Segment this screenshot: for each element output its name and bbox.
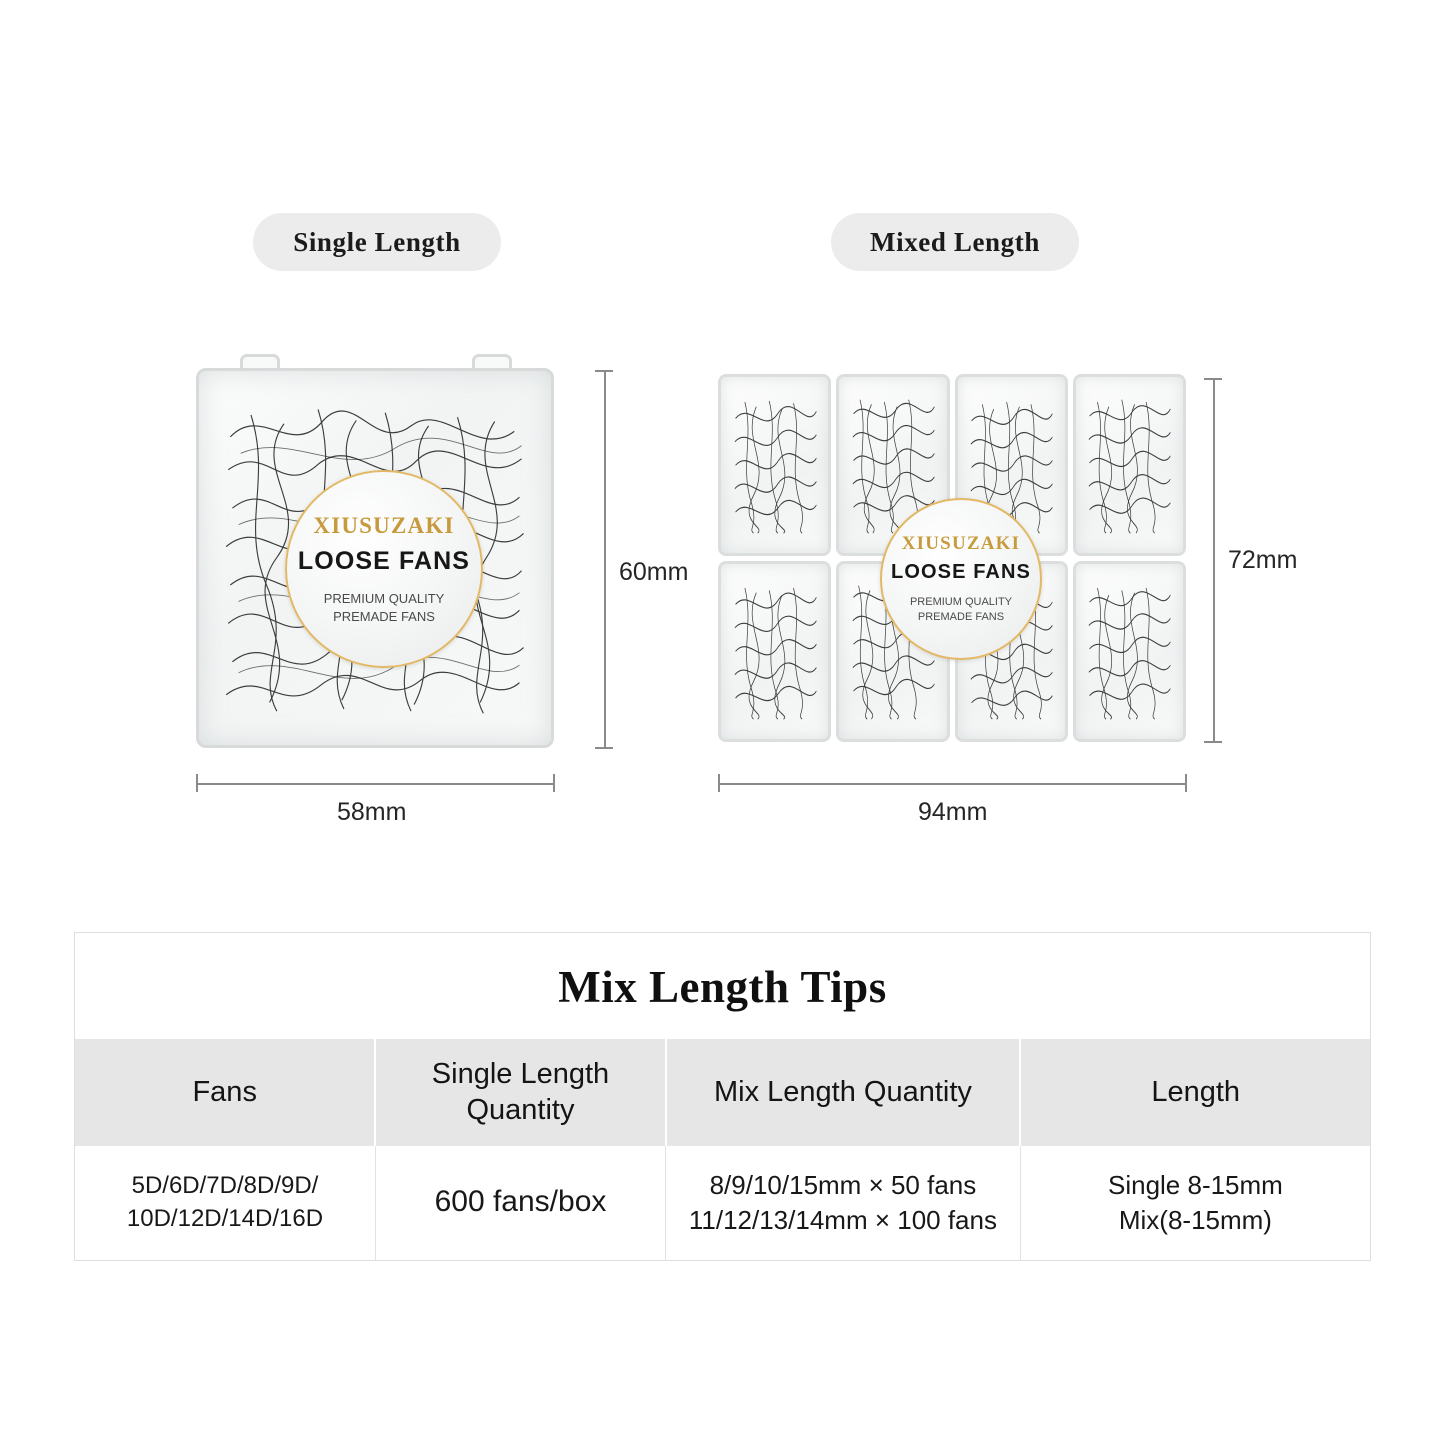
cell-length-line1: Single 8-15mm [1107, 1169, 1283, 1200]
cell-fans [75, 1146, 375, 1260]
single-height-ruler-cap-top [595, 370, 613, 372]
label-mixed-length-text: Mixed Length [870, 226, 1040, 257]
column-header-single-length-quantity-line2: Quantity [466, 1094, 575, 1127]
cell-single-quantity: 600 fans/box [375, 1146, 665, 1260]
cell-mix-quantity [666, 1146, 1021, 1260]
single-width-ruler-cap-right [553, 774, 555, 792]
label-mixed-length [831, 213, 1079, 271]
tray-cell [718, 561, 831, 743]
product-name: LOOSE FANS [297, 546, 471, 575]
mixed-height-ruler-cap-top [1204, 378, 1222, 380]
mixed-height-ruler-cap-bottom [1204, 741, 1222, 743]
mixed-width-ruler-cap-left [718, 774, 720, 792]
lash-fans-cluster [732, 395, 818, 535]
column-header-mix-length-quantity: Mix Length Quantity [666, 1039, 1021, 1146]
tray-cell [1073, 561, 1186, 743]
lash-fans-cluster [732, 581, 818, 721]
column-header-length: Length [1020, 1039, 1370, 1146]
tray-cell [718, 374, 831, 556]
label-single-length-text: Single Length [293, 226, 461, 257]
table-row [75, 1146, 1370, 1260]
mixed-width-label: 94mm [918, 798, 988, 826]
mix-length-tips-card [74, 932, 1371, 1261]
single-height-ruler-line [604, 370, 606, 748]
sticker-subline-2: PREMADE FANS [333, 608, 435, 624]
mixed-width-ruler-line [718, 783, 1186, 785]
column-header-single-length-quantity [375, 1039, 665, 1146]
brand-name: XIUSUZAKI [901, 533, 1021, 555]
single-width-label: 58mm [337, 798, 407, 826]
single-width-ruler-line [196, 783, 554, 785]
single-width-ruler-cap-left [196, 774, 198, 792]
lash-fans-cluster [1086, 395, 1172, 535]
product-name: LOOSE FANS [891, 561, 1031, 584]
cell-mix-quantity-line2: 11/12/13/14mm × 100 fans [688, 1204, 997, 1235]
cell-fans-line2: 10D/12D/14D/16D [126, 1204, 324, 1232]
cell-length [1020, 1146, 1370, 1260]
table-title: Mix Length Tips [558, 962, 887, 1012]
sticker-subline-1: PREMIUM QUALITY [323, 590, 445, 606]
mixed-width-ruler-cap-right [1185, 774, 1187, 792]
single-height-label: 60mm [619, 558, 689, 586]
single-height-ruler-cap-bottom [595, 747, 613, 749]
label-single-length [253, 213, 501, 271]
column-header-fans: Fans [75, 1039, 375, 1146]
cell-fans-line1: 5D/6D/7D/8D/9D/ [131, 1172, 319, 1200]
sticker-subline-2: PREMADE FANS [917, 611, 1005, 623]
sticker-subline-1: PREMIUM QUALITY [909, 596, 1013, 609]
brand-sticker-single [285, 470, 483, 668]
lash-fans-cluster [1086, 581, 1172, 721]
mix-length-table [75, 1039, 1370, 1260]
column-header-single-length-quantity-line1: Single Length [431, 1058, 610, 1090]
mixed-height-ruler-line [1213, 378, 1215, 742]
mixed-height-label: 72mm [1228, 546, 1298, 574]
table-header-row [75, 1039, 1370, 1146]
brand-sticker-mixed [880, 498, 1042, 660]
brand-name: XIUSUZAKI [313, 512, 455, 538]
cell-length-line2: Mix(8-15mm) [1118, 1204, 1272, 1235]
tray-cell [1073, 374, 1186, 556]
cell-mix-quantity-line1: 8/9/10/15mm × 50 fans [709, 1169, 977, 1200]
